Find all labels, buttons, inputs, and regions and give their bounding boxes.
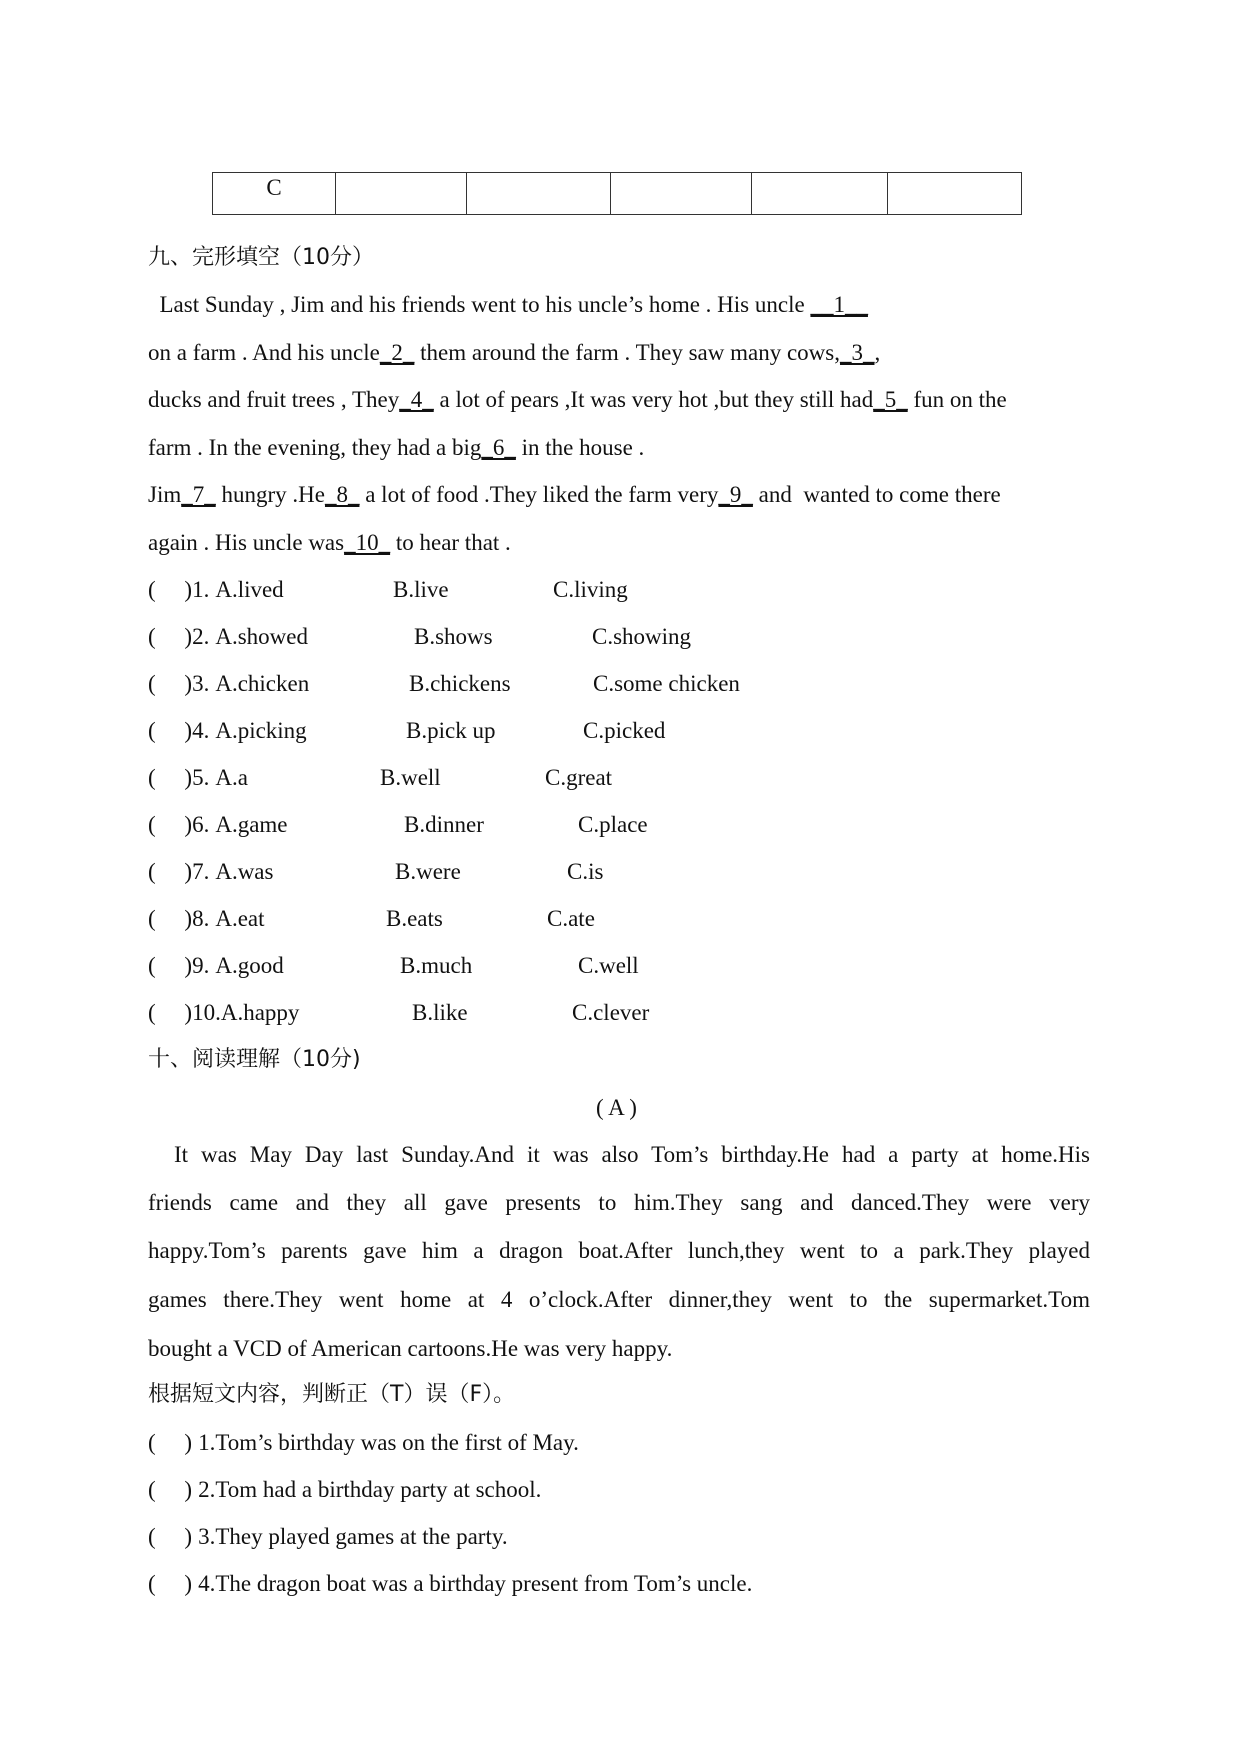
- passage-label: ( A ): [596, 1095, 637, 1120]
- statement: 3.They played games at the party.: [198, 1524, 508, 1549]
- cloze-text: to hear that .: [390, 530, 511, 555]
- cloze-text: farm . In the evening, they had a big: [148, 435, 482, 460]
- answer-bracket[interactable]: ( ): [148, 953, 193, 978]
- option-a: A.eat: [215, 906, 265, 931]
- question-row: [148, 670, 740, 698]
- passage-line: games there.They went home at 4 o’clock.After dinner,they went to the supermarket.Tom: [148, 1287, 1090, 1312]
- option-b: B.dinner: [404, 812, 484, 837]
- answer-cell[interactable]: C: [213, 173, 336, 215]
- answer-bracket[interactable]: ( ): [148, 1000, 193, 1025]
- cloze-text: and wanted to come there: [752, 482, 1001, 507]
- option-a: A.picking: [215, 718, 307, 743]
- cloze-blank[interactable]: _6_: [481, 435, 516, 460]
- option-c: C.some chicken: [593, 671, 740, 696]
- question-lead: [148, 623, 414, 651]
- statement: 1.Tom’s birthday was on the first of May.: [198, 1430, 579, 1455]
- option-a: A.game: [215, 812, 288, 837]
- question-lead: [148, 858, 395, 886]
- cloze-text: on a farm . And his uncle: [148, 340, 380, 365]
- option-c: C.well: [578, 953, 639, 978]
- statement: 2.Tom had a birthday party at school.: [198, 1477, 542, 1502]
- option-b: B.eats: [386, 906, 443, 931]
- cloze-blank[interactable]: _4_: [399, 387, 434, 412]
- option-c: C.clever: [572, 1000, 650, 1025]
- cloze-text: Jim: [148, 482, 182, 507]
- question-number: 10.: [192, 1000, 221, 1025]
- question-lead: [148, 999, 412, 1027]
- option-a: A.good: [215, 953, 284, 978]
- cloze-line: [148, 291, 868, 319]
- statement-row: [148, 1570, 752, 1598]
- question-number: 2.: [192, 624, 210, 649]
- answer-bracket[interactable]: ( ): [148, 812, 193, 837]
- question-row: [148, 764, 612, 792]
- option-a: A.happy: [220, 1000, 300, 1025]
- answer-cell[interactable]: [336, 173, 467, 215]
- answer-bracket[interactable]: ( ): [148, 859, 193, 884]
- answer-bracket[interactable]: ( ): [148, 1524, 193, 1549]
- question-lead: [148, 905, 386, 933]
- answer-bracket[interactable]: ( ): [148, 671, 193, 696]
- statement-row: [148, 1476, 541, 1504]
- option-a: A.was: [215, 859, 274, 884]
- option-c: C.great: [545, 765, 613, 790]
- option-b: B.were: [395, 859, 461, 884]
- question-row: [148, 999, 649, 1027]
- option-a: A.lived: [215, 577, 284, 602]
- cloze-blank[interactable]: __1__: [810, 292, 868, 317]
- section-9-title: 九、完形填空（10分）: [148, 245, 374, 270]
- cloze-text: a lot of food .They liked the farm very: [359, 482, 719, 507]
- question-lead: [148, 764, 380, 792]
- question-row: [148, 905, 595, 933]
- answer-bracket[interactable]: ( ): [148, 765, 193, 790]
- question-number: 9.: [192, 953, 210, 978]
- option-a: A.showed: [215, 624, 308, 649]
- instruction: 根据短文内容，判断正（T）误（F）。: [148, 1382, 516, 1407]
- cloze-blank[interactable]: _5_: [873, 387, 908, 412]
- answer-cell[interactable]: [752, 173, 888, 215]
- option-b: B.well: [380, 765, 441, 790]
- answer-bracket[interactable]: ( ): [148, 1430, 193, 1455]
- statement: 4.The dragon boat was a birthday present from Tom’s uncle.: [198, 1571, 753, 1596]
- question-lead: [148, 811, 404, 839]
- question-row: [148, 952, 639, 980]
- cloze-blank[interactable]: _9_: [718, 482, 753, 507]
- question-number: 5.: [192, 765, 210, 790]
- answer-bracket[interactable]: ( ): [148, 577, 193, 602]
- cloze-text: ducks and fruit trees , They: [148, 387, 400, 412]
- option-b: B.chickens: [409, 671, 511, 696]
- question-number: 3.: [192, 671, 210, 696]
- option-c: C.picked: [583, 718, 666, 743]
- option-b: B.much: [400, 953, 473, 978]
- option-b: B.shows: [414, 624, 493, 649]
- cloze-blank[interactable]: _2_: [379, 340, 415, 365]
- cloze-text: Last Sunday , Jim and his friends went to his uncle’s home . His uncle: [148, 292, 811, 317]
- question-row: [148, 717, 665, 745]
- question-number: 4.: [192, 718, 210, 743]
- cloze-text: ,: [874, 340, 881, 365]
- question-row: [148, 811, 648, 839]
- cloze-line: [148, 529, 511, 557]
- question-lead: [148, 670, 409, 698]
- option-b: B.pick up: [406, 718, 496, 743]
- passage-line: happy.Tom’s parents gave him a dragon boat.After lunch,they went to a park.They played: [148, 1238, 1090, 1263]
- option-b: B.like: [412, 1000, 468, 1025]
- option-c: C.ate: [547, 906, 595, 931]
- question-row: [148, 623, 691, 651]
- question-lead: [148, 952, 400, 980]
- question-number: 8.: [192, 906, 210, 931]
- cloze-blank[interactable]: _8_: [324, 482, 360, 507]
- answer-bracket[interactable]: ( ): [148, 1477, 193, 1502]
- question-row: [148, 576, 628, 604]
- passage-line: It was May Day last Sunday.And it was also Tom’s birthday.He had a party at home.His: [174, 1142, 1090, 1167]
- question-lead: [148, 576, 393, 604]
- cloze-text: them around the farm . They saw many cows,: [414, 340, 840, 365]
- cloze-line: [148, 481, 1001, 509]
- question-row: [148, 858, 603, 886]
- answer-bracket[interactable]: ( ): [148, 906, 193, 931]
- option-c: C.living: [553, 577, 628, 602]
- passage-line: friends came and they all gave presents to him.They sang and danced.They were very: [148, 1190, 1090, 1215]
- cloze-blank[interactable]: _3_: [839, 340, 875, 365]
- option-c: C.is: [567, 859, 604, 884]
- cloze-line: [148, 339, 880, 367]
- option-c: C.place: [578, 812, 648, 837]
- answer-cell[interactable]: [888, 173, 1022, 215]
- cloze-blank[interactable]: _7_: [181, 482, 216, 507]
- answer-cell[interactable]: [467, 173, 611, 215]
- answer-table: [212, 172, 1022, 215]
- statement-row: [148, 1523, 508, 1551]
- cloze-line: [148, 386, 1007, 414]
- cloze-line: [148, 434, 644, 462]
- cloze-text: again . His uncle was: [148, 530, 345, 555]
- option-a: A.chicken: [215, 671, 310, 696]
- option-a: A.a: [215, 765, 248, 790]
- answer-bracket[interactable]: ( ): [148, 624, 193, 649]
- cloze-text: a lot of pears ,It was very hot ,but they still had: [433, 387, 874, 412]
- answer-bracket[interactable]: ( ): [148, 718, 193, 743]
- question-number: 1.: [192, 577, 210, 602]
- cloze-text: fun on the: [907, 387, 1007, 412]
- statement-row: [148, 1429, 579, 1457]
- cloze-blank[interactable]: _10_: [344, 530, 391, 555]
- passage-line: bought a VCD of American cartoons.He was very happy.: [148, 1336, 673, 1361]
- option-c: C.showing: [592, 624, 692, 649]
- cloze-text: in the house .: [515, 435, 645, 460]
- answer-cell[interactable]: [611, 173, 752, 215]
- question-lead: [148, 717, 406, 745]
- question-number: 7.: [192, 859, 210, 884]
- cloze-text: hungry .He: [215, 482, 325, 507]
- option-b: B.live: [393, 577, 449, 602]
- question-number: 6.: [192, 812, 210, 837]
- section-10-title: 十、阅读理解（10分): [148, 1047, 361, 1072]
- answer-bracket[interactable]: ( ): [148, 1571, 193, 1596]
